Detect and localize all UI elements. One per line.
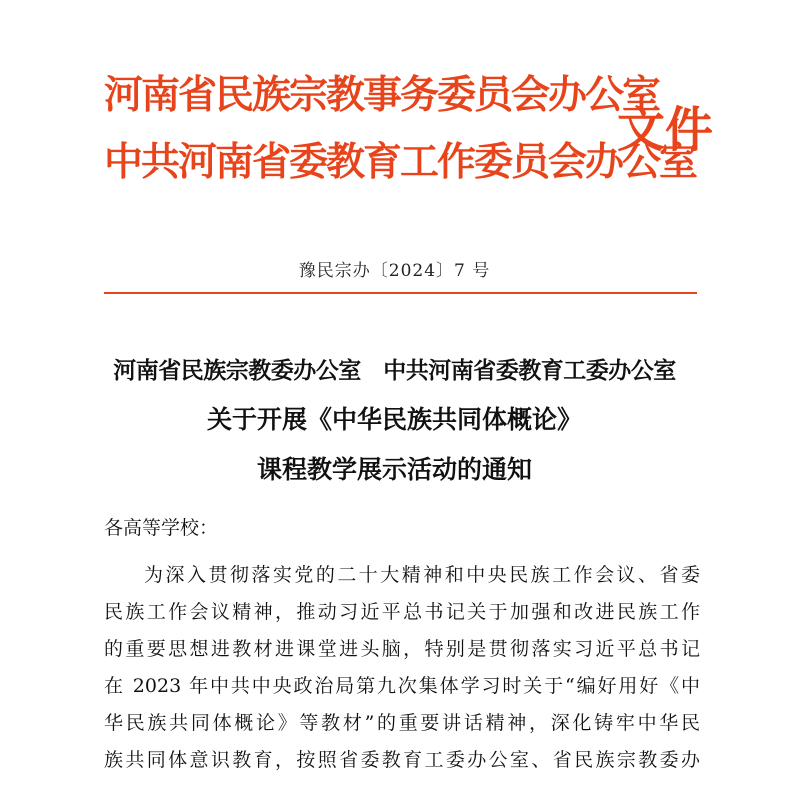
body-line: 为深入贯彻落实党的二十大精神和中央民族工作会议、省委 <box>144 564 700 586</box>
doc-type-label: 文件 <box>617 102 714 158</box>
document-number: 豫民宗办〔2024〕7 号 <box>298 261 491 281</box>
body-line: 民族工作会议精神，推动习近平总书记关于加强和改进民族工作 <box>104 601 700 623</box>
body-line: 在 2023 年中共中央政治局第九次集体学习时关于“编好用好《中 <box>104 675 700 697</box>
document-header <box>104 64 714 200</box>
header-divider <box>104 292 697 294</box>
body-line: 族共同体意识教育，按照省委教育工委办公室、省民族宗教委办 <box>104 749 700 771</box>
body-line: 的重要思想进教材进课堂进头脑，特别是贯彻落实习近平总书记 <box>104 638 700 660</box>
issuer-line-2: 中共河南省委教育工作委员会办公室 <box>104 139 697 185</box>
title-line-3: 课程教学展示活动的通知 <box>256 455 532 484</box>
issuer-line-1: 河南省民族宗教事务委员会办公室 <box>104 72 660 118</box>
body-paragraph <box>104 557 700 779</box>
title-line-2: 关于开展《中华民族共同体概论》 <box>206 405 582 434</box>
title-line-1: 河南省民族宗教委办公室 中共河南省委教育工委办公室 <box>113 357 676 384</box>
salutation: 各高等学校： <box>104 517 219 539</box>
body-line: 华民族共同体概论》等教材”的重要讲话精神，深化铸牢中华民 <box>104 712 700 734</box>
